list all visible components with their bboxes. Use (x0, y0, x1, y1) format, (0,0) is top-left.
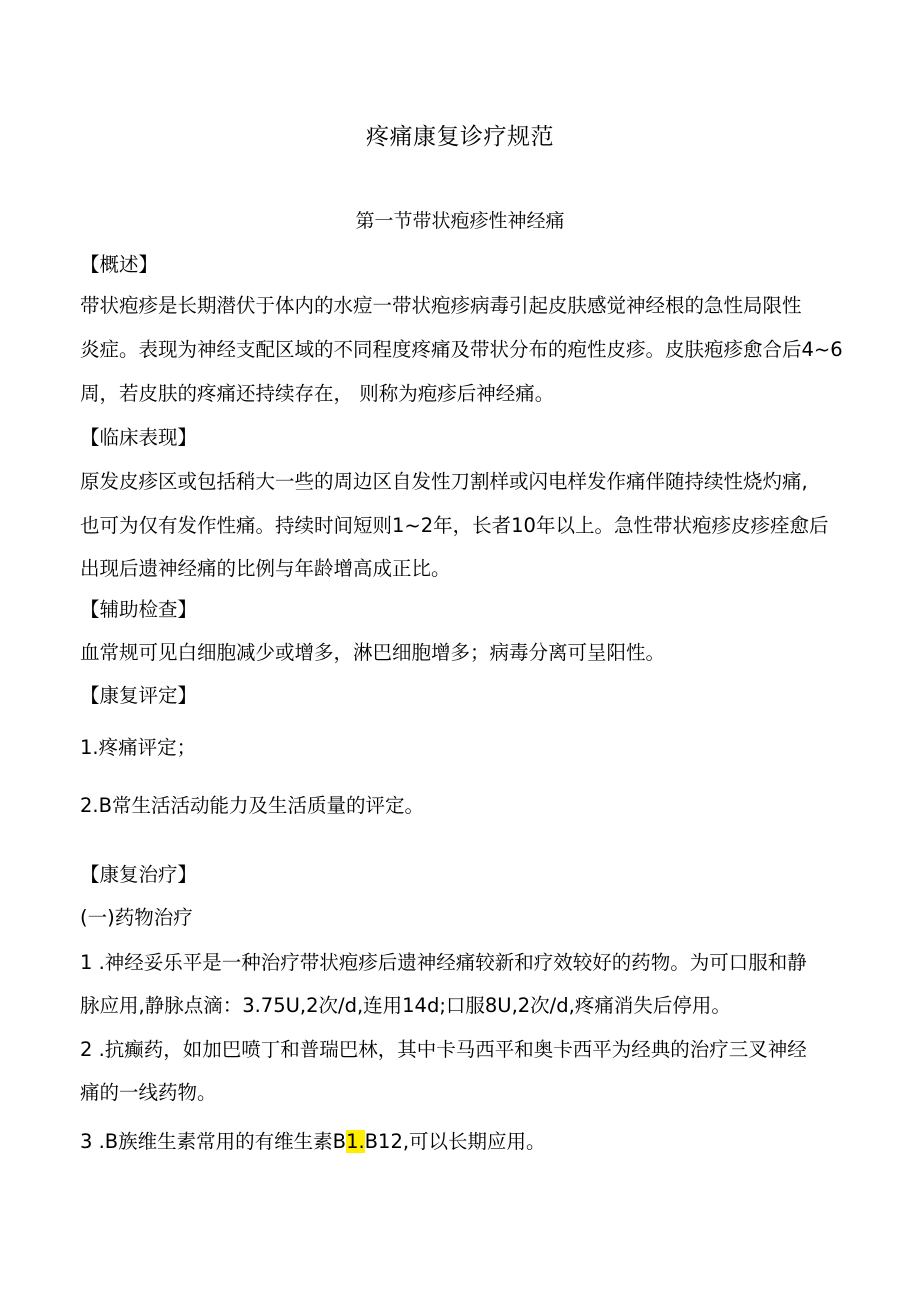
assessment-item-2: 2.B常生活活动能力及生活质量的评定。 (80, 794, 424, 817)
document-title: 疼痛康复诊疗规范 (366, 124, 554, 150)
treatment-item-2-line-1: 2 .抗癫药，如加巴喷丁和普瑞巴林，其中卡马西平和奥卡西平为经典的治疗三叉神经 (80, 1038, 807, 1061)
clinical-heading: 【临床表现】 (80, 426, 198, 449)
clinical-line-3: 出现后遗神经痛的比例与年龄增高成正比。 (80, 557, 451, 580)
highlighted-text: 1. (346, 1130, 365, 1153)
treatment-item-2-line-2: 痛的一线药物。 (80, 1081, 217, 1104)
overview-line-2: 炎症。表现为神经支配区域的不同程度疼痛及带状分布的疱性皮疹。皮肤疱疹愈合后4~6 (80, 338, 843, 361)
overview-line-3: 周，若皮肤的疼痛还持续存在， 则称为疱疹后神经痛。 (80, 382, 555, 405)
treatment-heading: 【康复治疗】 (80, 863, 198, 886)
overview-line-1: 带状疱疹是长期潜伏于体内的水痘一带状疱疹病毒引起皮肤感觉神经根的急性局限性 (80, 294, 802, 317)
treatment-item-3-prefix: 3 .B族维生素常用的有维生素B (80, 1130, 347, 1153)
section-title: 第一节带状疱疹性神经痛 (355, 210, 565, 232)
auxiliary-heading: 【辅助检查】 (80, 598, 198, 621)
assessment-item-1: 1.疼痛评定； (80, 736, 197, 759)
treatment-item-1-line-1: 1 .神经妥乐平是一种治疗带状疱疹后遗神经痛较新和疗效较好的药物。为可口服和静 (80, 951, 807, 974)
assessment-heading: 【康复评定】 (80, 684, 198, 707)
clinical-line-2: 也可为仅有发作性痛。持续时间短则1~2年，长者10年以上。急性带状疱疹皮疹痊愈后 (80, 514, 829, 537)
treatment-item-1-line-2: 脉应用,静脉点滴：3.75U,2次/d,连用14d;口服8U,2次/d,疼痛消失后停用。 (80, 994, 731, 1017)
treatment-subheading: (一)药物治疗 (80, 906, 193, 929)
treatment-item-3 (80, 1121, 850, 1162)
overview-heading: 【概述】 (80, 253, 159, 276)
auxiliary-line-1: 血常规可见白细胞减少或增多，淋巴细胞增多；病毒分离可呈阳性。 (80, 641, 666, 664)
treatment-item-3-suffix: B12,可以长期应用。 (364, 1130, 546, 1153)
clinical-line-1: 原发皮疹区或包括稍大一些的周边区自发性刀割样或闪电样发作痛伴随持续性烧灼痛, (80, 470, 808, 493)
